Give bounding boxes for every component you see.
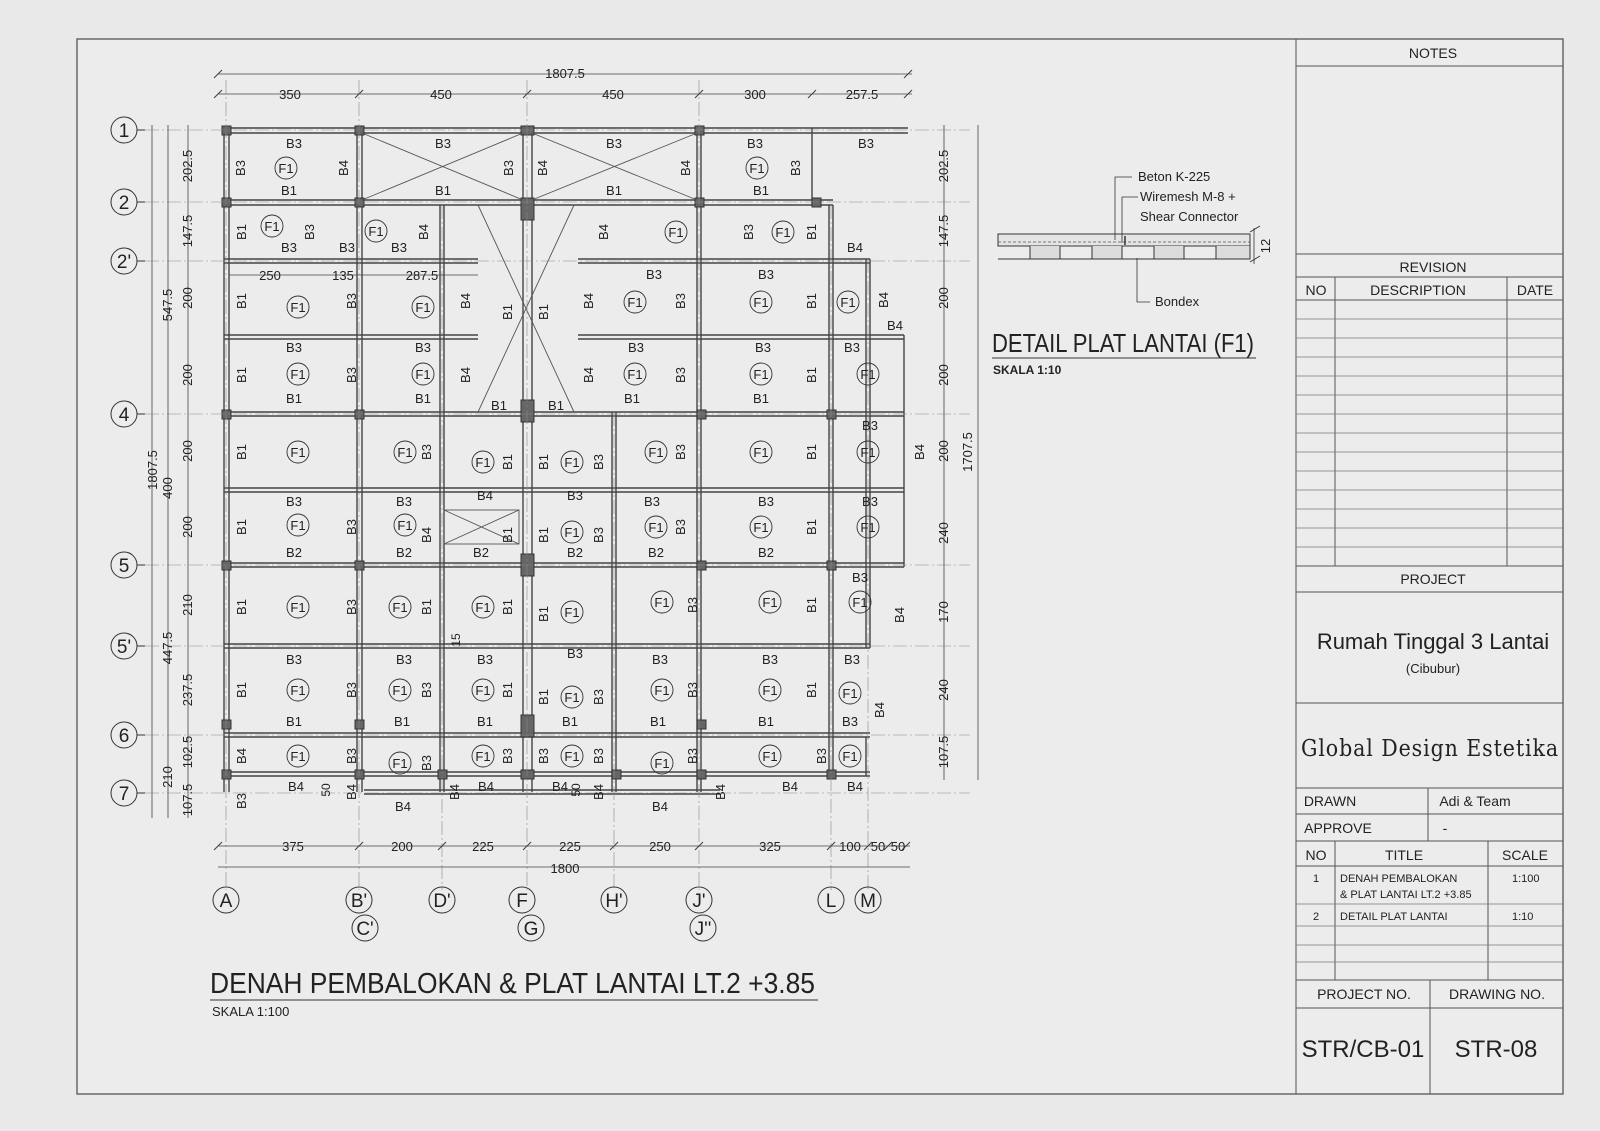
beam-label: B1 [234, 519, 249, 535]
beam-label: B1 [548, 398, 564, 413]
beam-label: B2 [396, 545, 412, 560]
grid-label-col: J' [692, 891, 706, 912]
beam-label: B3 [286, 136, 302, 151]
beam-label: B3 [758, 494, 774, 509]
slab-marker-label: F1 [654, 683, 670, 698]
beam-label: B1 [234, 682, 249, 698]
beam-label: B3 [591, 527, 606, 543]
grid-label-col: G [523, 919, 539, 940]
beam-label: B3 [536, 748, 551, 764]
plan-scale: SKALA 1:100 [212, 1004, 290, 1019]
beam-label: B4 [552, 779, 568, 794]
slab-marker-label: F1 [627, 367, 643, 382]
beam-label: B1 [477, 714, 493, 729]
beam-label: B1 [804, 519, 819, 535]
grid-label-col: L [825, 891, 837, 912]
beam-label: B3 [396, 652, 412, 667]
dim-top: 300 [744, 87, 766, 102]
slab-marker-label: F1 [475, 455, 491, 470]
list-scale: 1:10 [1512, 911, 1534, 923]
misc-dimension: 50 [569, 783, 583, 797]
grid-label-col: A [219, 891, 233, 912]
grid-label-col: B' [350, 891, 368, 912]
dim-left: 400 [160, 477, 175, 499]
dim-left: 237.5 [180, 673, 195, 707]
beam-label: B4 [892, 607, 907, 623]
slab-marker-label: F1 [564, 690, 580, 705]
slab-marker-label: F1 [290, 683, 306, 698]
beam-label: B4 [713, 784, 728, 800]
dim-bottom: 375 [282, 839, 304, 854]
beam-label: B4 [416, 224, 431, 240]
beam-label: B1 [804, 293, 819, 309]
beam-label: B1 [500, 304, 515, 320]
plan-title: DENAH PEMBALOKAN & PLAT LANTAI LT.2 +3.85 [210, 968, 815, 1000]
beam-label: B1 [500, 527, 515, 543]
slab-marker-label: F1 [290, 367, 306, 382]
grid-label-row: 7 [118, 784, 130, 805]
slab-marker-label: F1 [392, 756, 408, 771]
slab-marker-label: F1 [564, 455, 580, 470]
project-name: Rumah Tinggal 3 Lantai [1316, 629, 1550, 654]
company-name: Global Design Estetika [1301, 736, 1559, 762]
beam-label: B4 [847, 779, 863, 794]
beam-label: B1 [536, 527, 551, 543]
slab-marker-label: F1 [290, 300, 306, 315]
beam-label: B3 [814, 748, 829, 764]
slab-marker-label: F1 [290, 749, 306, 764]
project-label: PROJECT [1400, 571, 1466, 587]
slab-marker-label: F1 [668, 225, 684, 240]
dim-left: 200 [180, 287, 195, 309]
list-header: SCALE [1502, 847, 1548, 863]
beam-label: B3 [339, 240, 355, 255]
slab-marker-label: F1 [564, 605, 580, 620]
grid-label-row: 2' [116, 252, 132, 273]
dim-right: 200 [936, 364, 951, 386]
beam-label: B2 [567, 545, 583, 560]
slab-marker-label: F1 [762, 595, 778, 610]
drawn-label: DRAWN [1303, 793, 1357, 809]
slab-marker-label: F1 [264, 219, 280, 234]
beam-label: B3 [858, 136, 874, 151]
dim-left: 107.5 [180, 783, 195, 817]
beam-label: B3 [415, 340, 431, 355]
slab-marker-label: F1 [753, 445, 769, 460]
drawing-no: STR-08 [1454, 1036, 1538, 1063]
beam-label: B3 [844, 340, 860, 355]
beam-label: B3 [755, 340, 771, 355]
slab-marker-label: F1 [392, 600, 408, 615]
misc-dimension: 15 [449, 633, 463, 647]
beam-label: B4 [344, 784, 359, 800]
beam-label: B3 [862, 418, 878, 433]
detail-thickness: 12 [1258, 238, 1273, 254]
dim-top: 350 [279, 87, 301, 102]
project-no: STR/CB-01 [1301, 1036, 1425, 1063]
slab-marker-label: F1 [564, 525, 580, 540]
beam-label: B1 [234, 367, 249, 383]
dim-left: 547.5 [160, 288, 175, 322]
beam-label: B3 [762, 652, 778, 667]
beam-label: B1 [562, 714, 578, 729]
slab-marker-label: F1 [753, 520, 769, 535]
list-header: TITLE [1384, 847, 1424, 863]
dim-left: 200 [180, 516, 195, 538]
slab-marker-label: F1 [397, 445, 413, 460]
detail-label: Bondex [1155, 294, 1200, 309]
list-header: NO [1305, 847, 1327, 863]
misc-dimension: 50 [319, 783, 333, 797]
slab-marker-label: F1 [753, 295, 769, 310]
slab-marker-label: F1 [860, 445, 876, 460]
dim-sub: 135 [332, 268, 354, 283]
grid-label-col: F [516, 891, 528, 912]
dim-bottom: 50 [870, 839, 886, 854]
beam-label: B1 [758, 714, 774, 729]
beam-label: B3 [344, 367, 359, 383]
beam-label: B1 [500, 454, 515, 470]
detail-label: Shear Connector [1140, 209, 1239, 224]
beam-label: B3 [685, 682, 700, 698]
beam-label: B3 [435, 136, 451, 151]
beam-label: B4 [395, 799, 411, 814]
beam-label: B3 [344, 293, 359, 309]
beam-label: B1 [804, 444, 819, 460]
beam-label: B1 [500, 599, 515, 615]
beam-label: B3 [302, 224, 317, 240]
project-no-label: PROJECT NO. [1317, 986, 1411, 1002]
beam-label: B4 [477, 488, 493, 503]
beam-label: B3 [685, 597, 700, 613]
slab-marker-label: F1 [840, 295, 856, 310]
beam-label: B1 [536, 454, 551, 470]
beam-label: B1 [650, 714, 666, 729]
dim-left: 447.5 [160, 631, 175, 665]
slab-marker-label: F1 [368, 224, 384, 239]
beam-label: B4 [419, 527, 434, 543]
beam-label: B3 [685, 748, 700, 764]
dim-left: 202.5 [180, 149, 195, 183]
grid-label-row: 5' [116, 637, 132, 658]
dim-bottom: 325 [759, 839, 781, 854]
beam-label: B4 [535, 160, 550, 176]
beam-label: B3 [591, 454, 606, 470]
detail-label: Wiremesh M-8 + [1140, 189, 1236, 204]
dim-sub: 250 [259, 268, 281, 283]
slab-marker-label: F1 [627, 295, 643, 310]
beam-label: B4 [581, 293, 596, 309]
list-no: 1 [1313, 873, 1320, 885]
beam-label: B4 [234, 748, 249, 764]
detail-title: DETAIL PLAT LANTAI (F1) [992, 328, 1254, 358]
beam-label: B4 [336, 160, 351, 176]
beam-label: B1 [753, 391, 769, 406]
beam-label: B1 [491, 398, 507, 413]
beam-label: B3 [606, 136, 622, 151]
dim-right: 200 [936, 287, 951, 309]
grid-label-col: M [860, 891, 876, 912]
beam-label: B1 [804, 224, 819, 240]
beam-label: B1 [536, 304, 551, 320]
dim-left: 147.5 [180, 214, 195, 248]
beam-label: B3 [673, 293, 688, 309]
beam-label: B3 [286, 652, 302, 667]
list-title: & PLAT LANTAI LT.2 +3.85 [1340, 889, 1472, 901]
beam-label: B1 [394, 714, 410, 729]
dim-left: 210 [180, 594, 195, 616]
dim-right: 200 [936, 440, 951, 462]
dim-top-total: 1807.5 [545, 66, 585, 81]
slab-marker-label: F1 [415, 300, 431, 315]
slab-marker-label: F1 [775, 225, 791, 240]
beam-label: B3 [419, 444, 434, 460]
grid-label-row: 1 [118, 121, 130, 142]
beam-label: B3 [628, 340, 644, 355]
beam-label: B3 [344, 748, 359, 764]
beam-label: B3 [673, 444, 688, 460]
beam-label: B3 [391, 240, 407, 255]
slab-marker-label: F1 [762, 749, 778, 764]
beam-label: B3 [852, 570, 868, 585]
beam-label: B3 [234, 793, 249, 809]
beam-label: B4 [288, 779, 304, 794]
beam-label: B3 [396, 494, 412, 509]
beam-label: B4 [872, 702, 887, 718]
beam-label: B4 [782, 779, 798, 794]
slab-marker-label: F1 [392, 683, 408, 698]
dim-left: 200 [180, 364, 195, 386]
beam-label: B4 [678, 160, 693, 176]
slab-marker-label: F1 [475, 600, 491, 615]
beam-label: B4 [596, 224, 611, 240]
dim-right: 240 [936, 679, 951, 701]
beam-label: B3 [758, 267, 774, 282]
beam-label: B1 [234, 444, 249, 460]
slab-marker-label: F1 [842, 686, 858, 701]
beam-label: B4 [458, 367, 473, 383]
dim-bottom: 50 [890, 839, 906, 854]
dim-right: 147.5 [936, 214, 951, 248]
slab-marker-label: F1 [648, 445, 664, 460]
beam-label: B1 [753, 183, 769, 198]
list-scale: 1:100 [1512, 873, 1540, 885]
beam-label: B2 [648, 545, 664, 560]
beam-label: B1 [435, 183, 451, 198]
dim-top: 257.5 [845, 87, 879, 102]
approve-label: APPROVE [1304, 820, 1372, 836]
beam-label: B1 [286, 714, 302, 729]
dim-top: 450 [430, 87, 452, 102]
beam-label: B3 [286, 340, 302, 355]
beam-label: B3 [344, 519, 359, 535]
grid-label-row: 5 [118, 556, 130, 577]
slab-marker-label: F1 [278, 161, 294, 176]
dim-left: 102.5 [180, 735, 195, 769]
beam-label: B3 [281, 240, 297, 255]
beam-label: B1 [415, 391, 431, 406]
slab-marker-label: F1 [860, 367, 876, 382]
dim-left-total: 1807.5 [145, 450, 160, 490]
drawing-no-label: DRAWING NO. [1449, 986, 1545, 1002]
drawn-value: Adi & Team [1439, 793, 1511, 809]
beam-label: B3 [567, 646, 583, 661]
dim-right: 240 [936, 522, 951, 544]
dim-right: 107.5 [936, 735, 951, 769]
beam-label: B3 [673, 519, 688, 535]
dim-top: 450 [602, 87, 624, 102]
beam-label: B3 [567, 488, 583, 503]
slab-marker-label: F1 [648, 520, 664, 535]
beam-label: B4 [447, 784, 462, 800]
slab-marker-label: F1 [290, 518, 306, 533]
beam-label: B3 [844, 652, 860, 667]
beam-label: B1 [804, 367, 819, 383]
list-title: DETAIL PLAT LANTAI [1340, 911, 1448, 923]
rev-header: DATE [1516, 282, 1554, 298]
slab-marker-label: F1 [475, 683, 491, 698]
beam-label: B3 [419, 682, 434, 698]
beam-label: B1 [536, 606, 551, 622]
dim-bottom: 225 [472, 839, 494, 854]
beam-label: B1 [419, 599, 434, 615]
slab-marker-label: F1 [753, 367, 769, 382]
grid-label-col: J'' [694, 919, 712, 940]
slab-marker-label: F1 [842, 749, 858, 764]
grid-label-col: H' [605, 891, 623, 912]
project-location: (Cibubur) [1405, 661, 1461, 676]
dim-sub: 287.5 [405, 268, 439, 283]
beam-label: B4 [652, 799, 668, 814]
slab-marker-label: F1 [290, 600, 306, 615]
beam-label: B3 [652, 652, 668, 667]
beam-label: B3 [644, 494, 660, 509]
grid-label-row: 2 [118, 193, 130, 214]
beam-label: B4 [591, 784, 606, 800]
beam-label: B3 [842, 714, 858, 729]
beam-label: B1 [286, 391, 302, 406]
slab-marker-label: F1 [397, 518, 413, 533]
detail-label: Beton K-225 [1138, 169, 1211, 184]
beam-label: B1 [624, 391, 640, 406]
slab-marker-label: F1 [475, 749, 491, 764]
slab-marker-label: F1 [749, 161, 765, 176]
rev-header: DESCRIPTION [1370, 282, 1466, 298]
beam-label: B3 [500, 748, 515, 764]
beam-label: B4 [458, 293, 473, 309]
beam-label: B1 [536, 689, 551, 705]
beam-label: B1 [606, 183, 622, 198]
beam-label: B2 [286, 545, 302, 560]
beam-label: B4 [847, 240, 863, 255]
rev-header: NO [1305, 282, 1327, 298]
beam-label: B3 [477, 652, 493, 667]
beam-label: B3 [646, 267, 662, 282]
slab-marker-label: F1 [564, 749, 580, 764]
beam-label: B3 [344, 682, 359, 698]
beam-label: B3 [501, 160, 516, 176]
beam-label: B2 [473, 545, 489, 560]
grid-label-col: C' [356, 919, 374, 940]
beam-label: B4 [912, 444, 927, 460]
dim-right-total: 1707.5 [960, 432, 975, 472]
beam-label: B4 [876, 292, 891, 308]
revision-label: REVISION [1399, 259, 1467, 275]
beam-label: B3 [862, 494, 878, 509]
approve-value: - [1442, 820, 1448, 836]
beam-label: B1 [234, 224, 249, 240]
dim-bottom: 250 [649, 839, 671, 854]
beam-label: B3 [419, 755, 434, 771]
slab-marker-label: F1 [654, 595, 670, 610]
beam-label: B3 [591, 689, 606, 705]
beam-label: B4 [478, 779, 494, 794]
dim-left: 200 [180, 440, 195, 462]
beam-label: B3 [673, 367, 688, 383]
beam-label: B4 [581, 367, 596, 383]
dim-left: 210 [160, 766, 175, 788]
detail-scale: SKALA 1:10 [993, 363, 1062, 377]
beam-label: B2 [758, 545, 774, 560]
beam-label: B1 [234, 599, 249, 615]
grid-label-row: 4 [118, 405, 130, 426]
beam-label: B4 [887, 318, 903, 333]
dim-right: 202.5 [936, 149, 951, 183]
slab-marker-label: F1 [860, 520, 876, 535]
beam-label: B3 [741, 224, 756, 240]
beam-label: B1 [234, 293, 249, 309]
beam-label: B3 [747, 136, 763, 151]
beam-label: B3 [788, 160, 803, 176]
dim-bottom: 100 [839, 839, 861, 854]
beam-label: B3 [591, 748, 606, 764]
grid-label-row: 6 [118, 726, 130, 747]
beam-label: B1 [281, 183, 297, 198]
beam-label: B3 [233, 160, 248, 176]
dim-right: 170 [936, 601, 951, 623]
list-no: 2 [1313, 911, 1320, 923]
beam-label: B1 [804, 682, 819, 698]
list-title: DENAH PEMBALOKAN [1340, 873, 1458, 885]
slab-marker-label: F1 [290, 445, 306, 460]
dim-bottom: 225 [559, 839, 581, 854]
slab-marker-label: F1 [654, 756, 670, 771]
beam-label: B1 [804, 597, 819, 613]
grid-label-col: D' [433, 891, 451, 912]
slab-marker-label: F1 [762, 683, 778, 698]
dim-bottom: 200 [391, 839, 413, 854]
beam-label: B1 [500, 682, 515, 698]
slab-marker-label: F1 [852, 595, 868, 610]
notes-label: NOTES [1408, 45, 1458, 61]
dim-bottom-total: 1800 [550, 861, 580, 876]
beam-label: B3 [286, 494, 302, 509]
slab-marker-label: F1 [415, 367, 431, 382]
beam-label: B3 [344, 599, 359, 615]
